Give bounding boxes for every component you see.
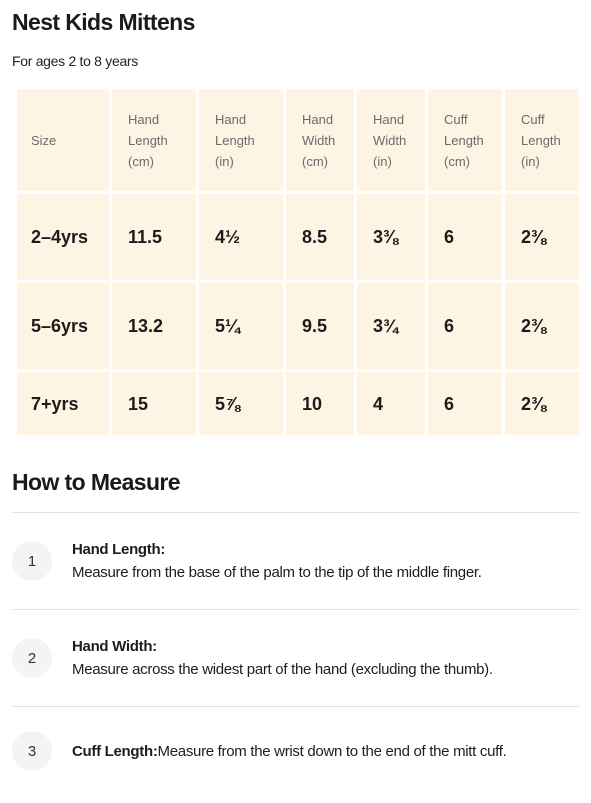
step-text: Measure from the base of the palm to the tip of the middle finger.: [72, 564, 482, 581]
table-row: [17, 283, 579, 369]
size-chart-table: [14, 86, 582, 438]
header-hand-length-cm: Hand Length (cm): [112, 89, 196, 191]
hand-width-cm-cell: 10: [286, 372, 354, 435]
hand-width-in-cell: 3¾: [357, 283, 425, 369]
hand-width-cm-cell: 9.5: [286, 283, 354, 369]
page-subtitle: For ages 2 to 8 years: [12, 53, 138, 69]
hand-width-cm-cell: 8.5: [286, 194, 354, 280]
hand-length-cm-cell: 11.5: [112, 194, 196, 280]
step-number-badge: 2: [12, 638, 52, 678]
size-cell: 2–4yrs: [17, 194, 109, 280]
how-to-measure-title: How to Measure: [12, 469, 180, 495]
header-size: Size: [17, 89, 109, 191]
list-item: [12, 513, 579, 610]
hand-length-cm-cell: 15: [112, 372, 196, 435]
cuff-length-in-cell: 2⅜: [505, 283, 579, 369]
step-label: Hand Width:: [72, 638, 157, 655]
cuff-length-in-cell: 2⅜: [505, 372, 579, 435]
hand-length-in-cell: 5⅞: [199, 372, 283, 435]
page-title: Nest Kids Mittens: [12, 9, 195, 35]
hand-length-in-cell: 5¼: [199, 283, 283, 369]
cuff-length-cm-cell: 6: [428, 372, 502, 435]
step-description: [72, 740, 506, 763]
list-item: [12, 707, 579, 795]
hand-width-in-cell: 4: [357, 372, 425, 435]
list-item: [12, 610, 579, 707]
size-cell: 5–6yrs: [17, 283, 109, 369]
header-cuff-length-cm: Cuff Length (cm): [428, 89, 502, 191]
step-number-badge: 1: [12, 541, 52, 581]
step-text: Measure across the widest part of the hand (excluding the thumb).: [72, 661, 493, 678]
measure-steps-list: [12, 512, 579, 795]
hand-length-cm-cell: 13.2: [112, 283, 196, 369]
header-cuff-length-in: Cuff Length (in): [505, 89, 579, 191]
step-description: [72, 538, 482, 584]
cuff-length-cm-cell: 6: [428, 194, 502, 280]
cuff-length-in-cell: 2⅜: [505, 194, 579, 280]
hand-width-in-cell: 3⅜: [357, 194, 425, 280]
header-hand-length-in: Hand Length (in): [199, 89, 283, 191]
table-header-row: [17, 89, 579, 191]
table-row: [17, 372, 579, 435]
hand-length-in-cell: 4½: [199, 194, 283, 280]
step-label: Hand Length:: [72, 541, 166, 558]
table-row: [17, 194, 579, 280]
size-cell: 7+yrs: [17, 372, 109, 435]
step-description: [72, 635, 493, 681]
header-hand-width-in: Hand Width (in): [357, 89, 425, 191]
step-text: Measure from the wrist down to the end of the mitt cuff.: [157, 742, 507, 760]
cuff-length-cm-cell: 6: [428, 283, 502, 369]
step-number-badge: 3: [12, 731, 52, 771]
header-hand-width-cm: Hand Width (cm): [286, 89, 354, 191]
step-label: Cuff Length:: [72, 742, 158, 760]
